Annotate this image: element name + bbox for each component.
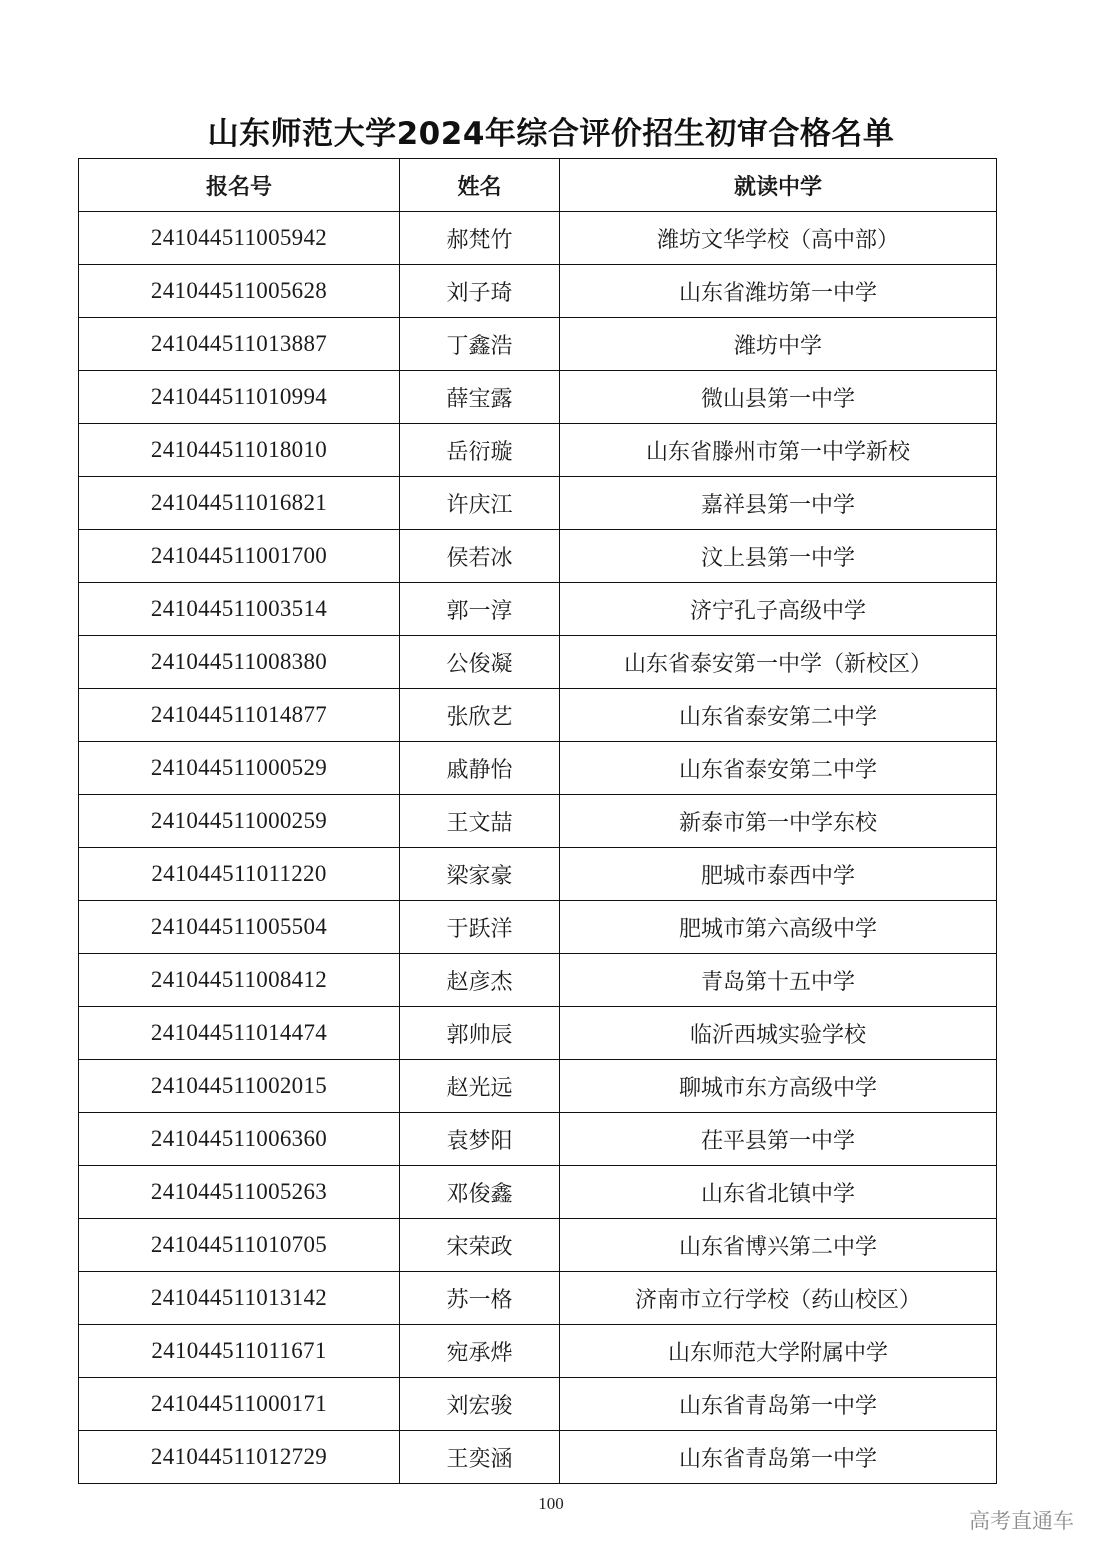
cell-student-name: 袁梦阳 <box>400 1113 560 1166</box>
table-row <box>79 1272 997 1325</box>
cell-registration-number: 241044511018010 <box>79 424 400 477</box>
cell-registration-number: 241044511016821 <box>79 477 400 530</box>
cell-registration-number: 241044511000171 <box>79 1378 400 1431</box>
cell-school: 山东省滕州市第一中学新校 <box>560 424 997 477</box>
admission-list-table <box>78 158 997 1484</box>
cell-school: 山东省泰安第二中学 <box>560 689 997 742</box>
table-row <box>79 1325 997 1378</box>
cell-school: 临沂西城实验学校 <box>560 1007 997 1060</box>
cell-school: 聊城市东方高级中学 <box>560 1060 997 1113</box>
header-row <box>79 159 997 212</box>
cell-school: 济南市立行学校（药山校区） <box>560 1272 997 1325</box>
table-row <box>79 583 997 636</box>
table-row <box>79 212 997 265</box>
cell-school: 肥城市泰西中学 <box>560 848 997 901</box>
cell-student-name: 丁鑫浩 <box>400 318 560 371</box>
cell-student-name: 岳衍璇 <box>400 424 560 477</box>
table-row <box>79 742 997 795</box>
cell-student-name: 戚静怡 <box>400 742 560 795</box>
cell-registration-number: 241044511014877 <box>79 689 400 742</box>
cell-student-name: 王奕涵 <box>400 1431 560 1484</box>
cell-registration-number: 241044511014474 <box>79 1007 400 1060</box>
cell-registration-number: 241044511000529 <box>79 742 400 795</box>
cell-registration-number: 241044511008412 <box>79 954 400 1007</box>
table-row <box>79 689 997 742</box>
table-row <box>79 1219 997 1272</box>
table-header <box>79 159 997 212</box>
cell-student-name: 郭一淳 <box>400 583 560 636</box>
cell-student-name: 刘子琦 <box>400 265 560 318</box>
table-row <box>79 1431 997 1484</box>
cell-school: 嘉祥县第一中学 <box>560 477 997 530</box>
table-row <box>79 795 997 848</box>
cell-student-name: 刘宏骏 <box>400 1378 560 1431</box>
cell-school: 青岛第十五中学 <box>560 954 997 1007</box>
cell-school: 潍坊中学 <box>560 318 997 371</box>
table-row <box>79 954 997 1007</box>
cell-student-name: 张欣艺 <box>400 689 560 742</box>
cell-school: 肥城市第六高级中学 <box>560 901 997 954</box>
cell-student-name: 赵光远 <box>400 1060 560 1113</box>
table-row <box>79 477 997 530</box>
cell-school: 茌平县第一中学 <box>560 1113 997 1166</box>
table-row <box>79 371 997 424</box>
cell-school: 山东省泰安第一中学（新校区） <box>560 636 997 689</box>
cell-student-name: 梁家豪 <box>400 848 560 901</box>
cell-registration-number: 241044511002015 <box>79 1060 400 1113</box>
cell-school: 山东师范大学附属中学 <box>560 1325 997 1378</box>
table-row <box>79 1166 997 1219</box>
cell-student-name: 王文喆 <box>400 795 560 848</box>
cell-school: 山东省青岛第一中学 <box>560 1378 997 1431</box>
cell-school: 新泰市第一中学东校 <box>560 795 997 848</box>
cell-school: 微山县第一中学 <box>560 371 997 424</box>
cell-student-name: 赵彦杰 <box>400 954 560 1007</box>
table-row <box>79 1113 997 1166</box>
cell-student-name: 于跃洋 <box>400 901 560 954</box>
table-row <box>79 318 997 371</box>
cell-registration-number: 241044511011671 <box>79 1325 400 1378</box>
cell-school: 潍坊文华学校（高中部） <box>560 212 997 265</box>
header-school: 就读中学 <box>560 159 997 212</box>
cell-registration-number: 241044511013142 <box>79 1272 400 1325</box>
cell-school: 山东省青岛第一中学 <box>560 1431 997 1484</box>
cell-student-name: 邓俊鑫 <box>400 1166 560 1219</box>
page-number: 100 <box>538 1494 564 1513</box>
cell-registration-number: 241044511012729 <box>79 1431 400 1484</box>
watermark: 高考直通车 <box>969 1509 1074 1533</box>
cell-school: 山东省博兴第二中学 <box>560 1219 997 1272</box>
header-name: 姓名 <box>400 159 560 212</box>
cell-student-name: 许庆江 <box>400 477 560 530</box>
cell-registration-number: 241044511011220 <box>79 848 400 901</box>
table-row <box>79 1060 997 1113</box>
cell-registration-number: 241044511005263 <box>79 1166 400 1219</box>
table-row <box>79 848 997 901</box>
cell-registration-number: 241044511005504 <box>79 901 400 954</box>
table-row <box>79 636 997 689</box>
table-row <box>79 265 997 318</box>
cell-student-name: 宋荣政 <box>400 1219 560 1272</box>
table-row <box>79 901 997 954</box>
cell-student-name: 郝梵竹 <box>400 212 560 265</box>
cell-registration-number: 241044511010705 <box>79 1219 400 1272</box>
cell-registration-number: 241044511003514 <box>79 583 400 636</box>
cell-registration-number: 241044511005628 <box>79 265 400 318</box>
cell-school: 山东省泰安第二中学 <box>560 742 997 795</box>
cell-student-name: 薛宝露 <box>400 371 560 424</box>
cell-school: 济宁孔子高级中学 <box>560 583 997 636</box>
document-title: 山东师范大学2024年综合评价招生初审合格名单 <box>207 116 895 152</box>
cell-registration-number: 241044511001700 <box>79 530 400 583</box>
cell-registration-number: 241044511013887 <box>79 318 400 371</box>
table-row <box>79 1007 997 1060</box>
table-row <box>79 1378 997 1431</box>
cell-student-name: 苏一格 <box>400 1272 560 1325</box>
cell-student-name: 公俊凝 <box>400 636 560 689</box>
cell-school: 山东省潍坊第一中学 <box>560 265 997 318</box>
header-registration-number: 报名号 <box>79 159 400 212</box>
cell-school: 山东省北镇中学 <box>560 1166 997 1219</box>
cell-student-name: 郭帅辰 <box>400 1007 560 1060</box>
table-row <box>79 530 997 583</box>
cell-registration-number: 241044511005942 <box>79 212 400 265</box>
cell-registration-number: 241044511010994 <box>79 371 400 424</box>
table-body <box>79 212 997 1484</box>
cell-student-name: 宛承烨 <box>400 1325 560 1378</box>
cell-student-name: 侯若冰 <box>400 530 560 583</box>
table-row <box>79 424 997 477</box>
cell-registration-number: 241044511000259 <box>79 795 400 848</box>
cell-registration-number: 241044511006360 <box>79 1113 400 1166</box>
cell-registration-number: 241044511008380 <box>79 636 400 689</box>
cell-school: 汶上县第一中学 <box>560 530 997 583</box>
